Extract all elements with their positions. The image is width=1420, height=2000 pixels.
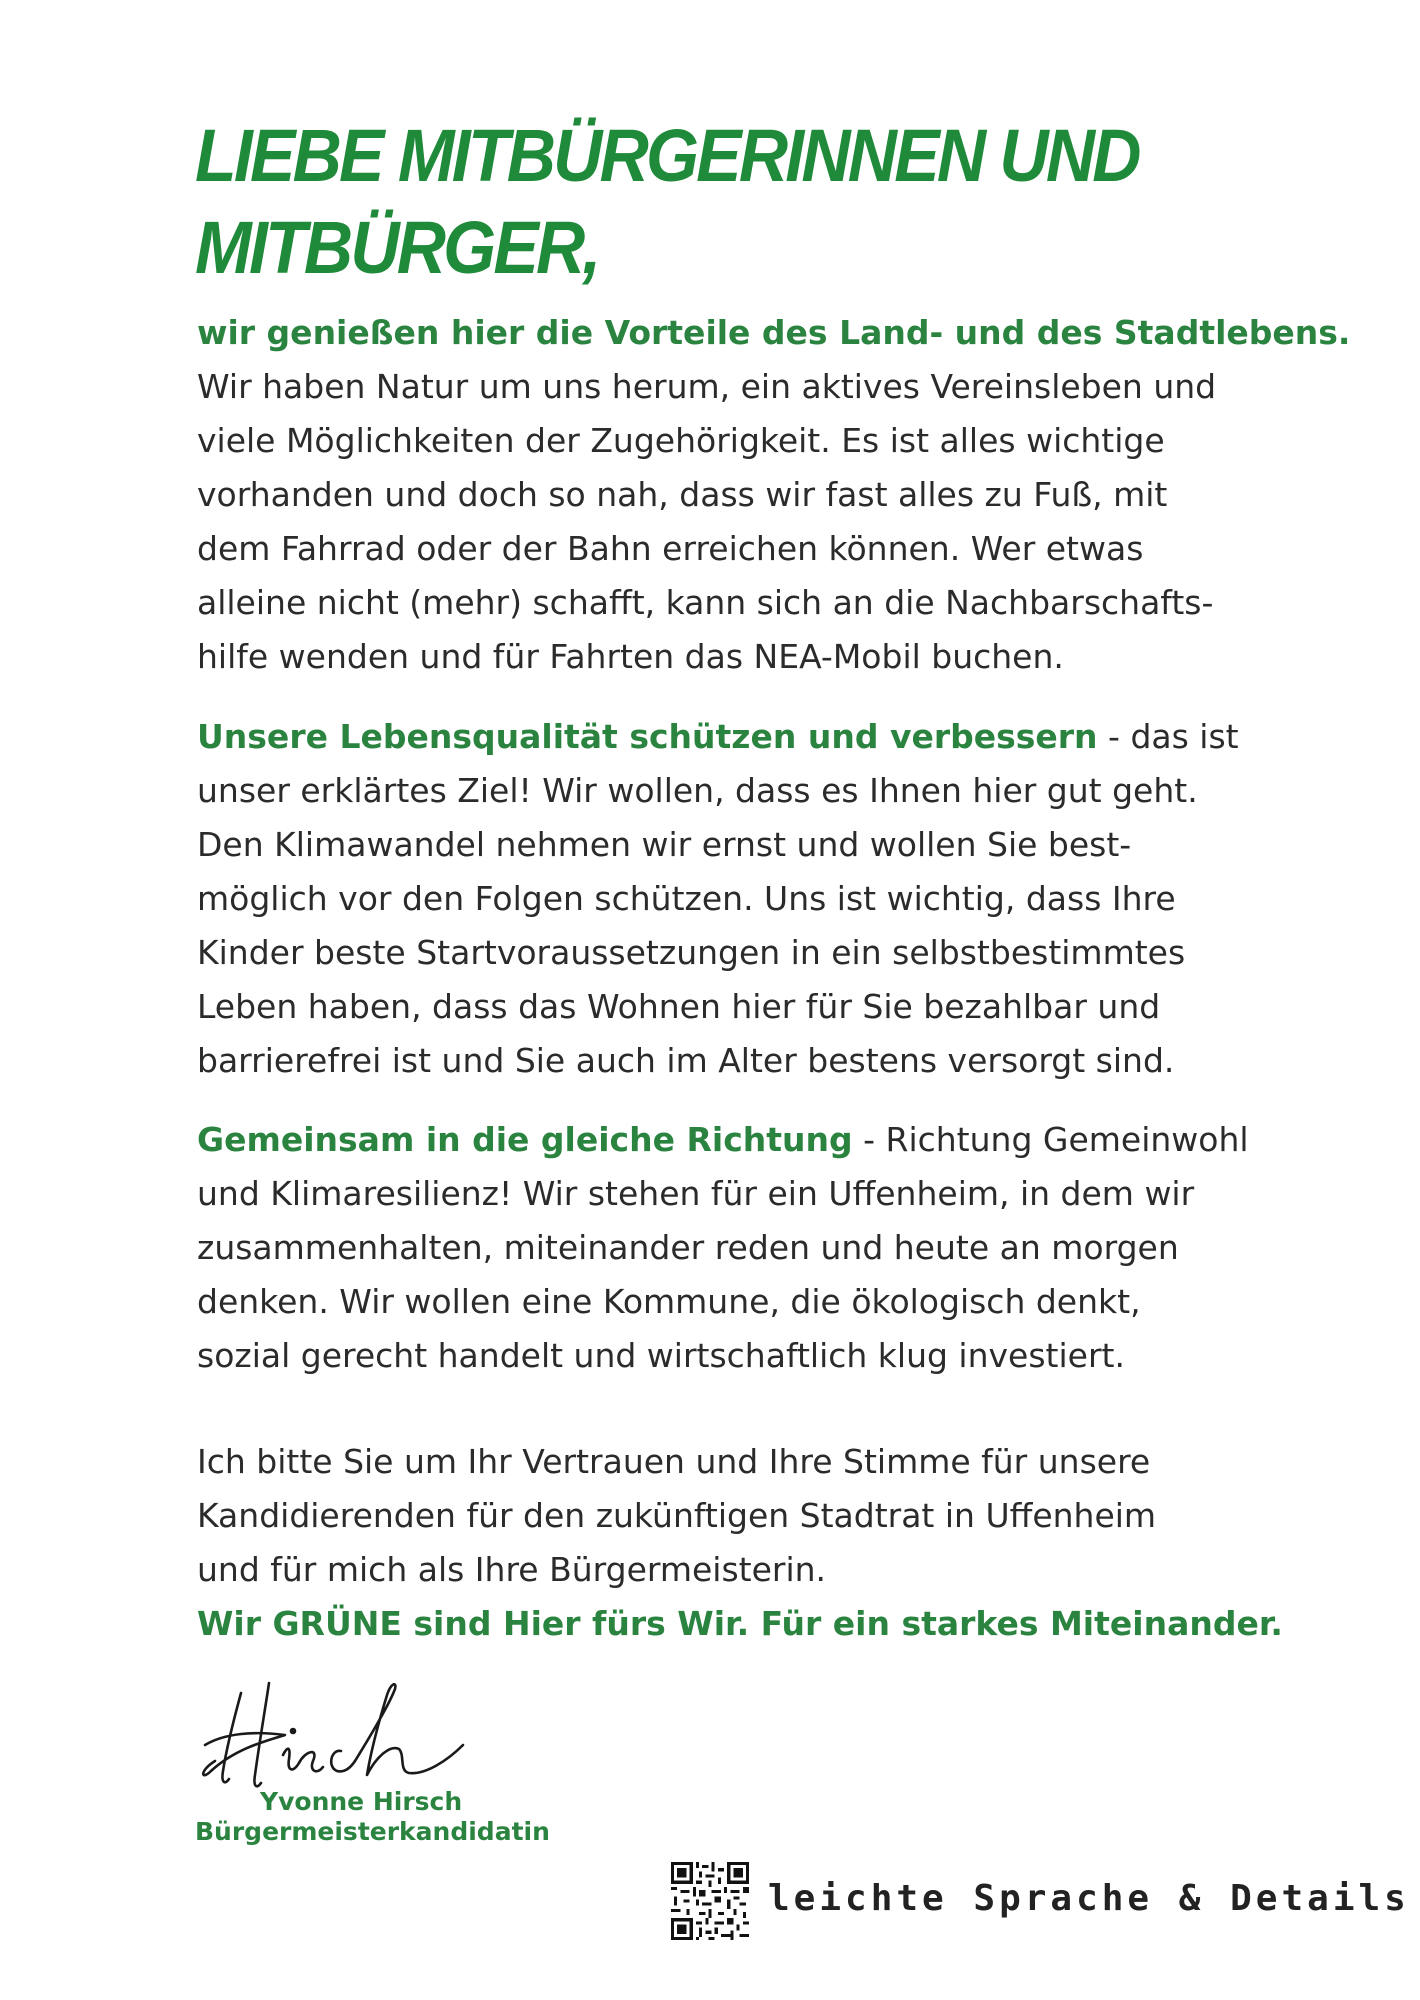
paragraph-intro [197,306,1351,684]
text-line: und für mich als Ihre Bürgermeisterin. [197,1550,827,1589]
paragraph-common-direction [197,1113,1257,1383]
easy-language-link[interactable]: leichte Sprache & Details [768,1878,1410,1919]
text-line: sozial gerecht handelt und wirtschaftlich klug investiert. [197,1336,1125,1375]
text-line: Kandidierenden für den zukünftigen Stadtrat in Uffenheim [197,1496,1157,1535]
text-line: Den Klimawandel nehmen wir ernst und wollen Sie best- [197,825,1132,864]
text-line: und Klimaresilienz! Wir stehen für ein Uffenheim, in dem wir [197,1174,1195,1213]
paragraph-quality-of-life [197,710,1257,1088]
paragraph-lead-rest: - Richtung Gemeinwohl [852,1120,1249,1159]
text-line: möglich vor den Folgen schützen. Uns ist wichtig, dass Ihre [197,879,1176,918]
headline-line-1: LIEBE MITBÜRGERINNEN UND [195,114,1139,197]
text-line: dem Fahrrad oder der Bahn erreichen können. Wer etwas [197,529,1144,568]
closing-slogan: Wir GRÜNE sind Hier fürs Wir. Für ein starkes Miteinander. [197,1604,1283,1643]
text-line: denken. Wir wollen eine Kommune, die ökologisch denkt, [197,1282,1141,1321]
paragraph-lead: Gemeinsam in die gleiche Richtung [197,1120,853,1159]
text-line: Wir haben Natur um uns herum, ein aktives Vereinsleben und [197,367,1217,406]
paragraph-lead: wir genießen hier die Vorteile des Land- und des Stadtlebens. [197,313,1351,352]
text-line: alleine nicht (mehr) schafft, kann sich an die Nachbarschafts- [197,583,1214,622]
signature-block [195,1675,555,1845]
page-title [195,110,1295,294]
signatory-name: Yvonne Hirsch [260,1787,463,1816]
text-line: hilfe wenden und für Fahrten das NEA-Mobil buchen. [197,637,1064,676]
handwritten-signature [195,1675,505,1800]
signatory-role: Bürgermeisterkandidatin [195,1817,550,1846]
text-line: Ich bitte Sie um Ihr Vertrauen und Ihre Stimme für unsere [197,1442,1151,1481]
text-line: Kinder beste Startvoraussetzungen in ein selbstbestimmtes [197,933,1186,972]
text-line: vorhanden und doch so nah, dass wir fast alles zu Fuß, mit [197,475,1168,514]
text-line: Leben haben, dass das Wohnen hier für Sie bezahlbar und [197,987,1161,1026]
paragraph-appeal [197,1435,1283,1651]
text-line: barrierefrei ist und Sie auch im Alter bestens versorgt sind. [197,1041,1175,1080]
text-line [197,1113,1257,1167]
text-line [197,710,1257,764]
paragraph-lead-rest: - das ist [1097,717,1239,756]
text-line: unser erklärtes Ziel! Wir wollen, dass es Ihnen hier gut geht. [197,771,1198,810]
text-line: viele Möglichkeiten der Zugehörigkeit. Es ist alles wichtige [197,421,1165,460]
headline-line-2: MITBÜRGER, [195,206,599,289]
paragraph-lead: Unsere Lebensqualität schützen und verbessern [197,717,1098,756]
qr-code-icon[interactable] [671,1862,749,1940]
text-line: zusammenhalten, miteinander reden und heute an morgen [197,1228,1179,1267]
